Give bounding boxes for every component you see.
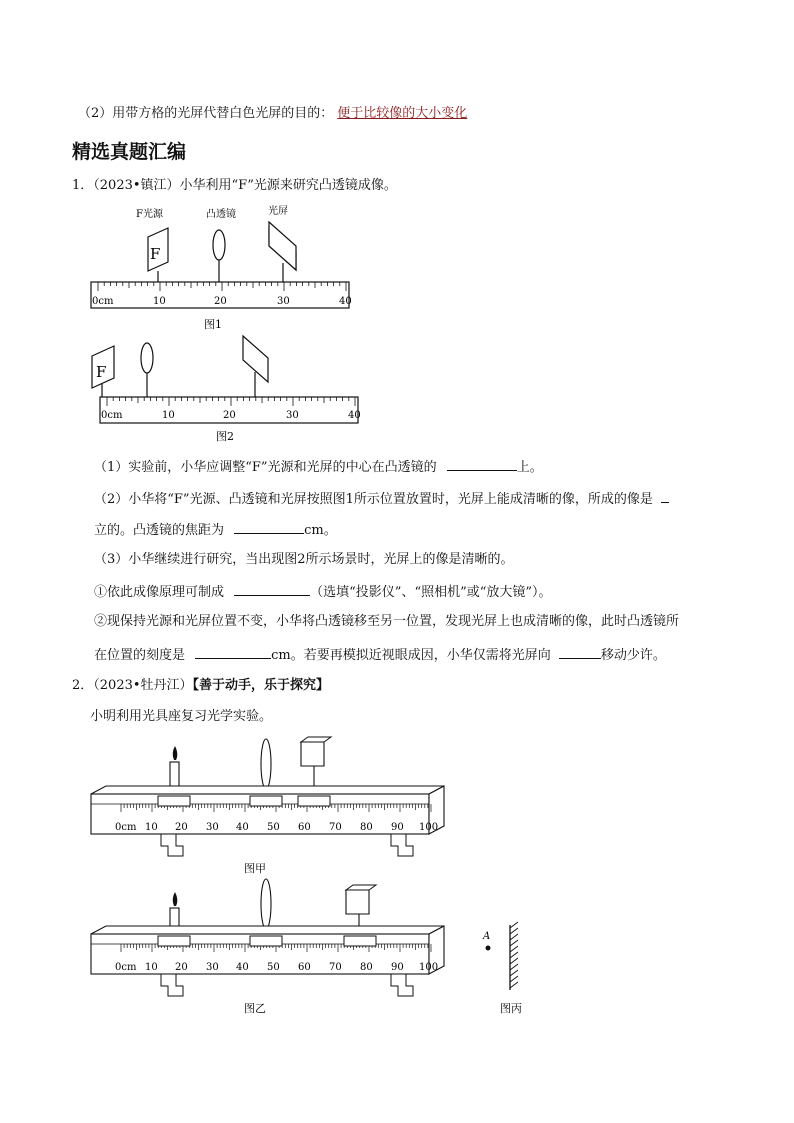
jia-lens <box>261 739 271 789</box>
jia-tick-10: 10 <box>145 822 158 833</box>
fig2-tick-40: 40 <box>348 410 361 421</box>
q1-part2 <box>94 490 669 508</box>
fig2-tick-0: 0cm <box>101 410 123 421</box>
fig1-tick-40: 40 <box>339 296 352 307</box>
q1-part1-after: 上。 <box>516 460 543 475</box>
jia-tick-90: 90 <box>391 822 404 833</box>
q1-part3a-after: （选填“投影仪”、“照相机”或“放大镜”）。 <box>310 585 552 600</box>
q1-part2-blank-a[interactable] <box>661 490 669 503</box>
jia-screen <box>301 742 324 766</box>
q1-part1-text: （1）实验前，小华应调整“F”光源和光屏的中心在凸透镜的 <box>94 460 437 475</box>
carryover-question-prefix: （2）用带方格的光屏代替白色光屏的目的： <box>78 106 334 121</box>
fig2-tick-10: 10 <box>162 410 175 421</box>
q2-intro: 小明利用光具座复习光学实验。 <box>90 709 273 724</box>
figure-2 <box>88 334 368 446</box>
carryover-question <box>78 106 471 122</box>
q1-part3b-line2 <box>94 646 666 664</box>
fig2-tick-20: 20 <box>223 410 236 421</box>
jia-tick-50: 50 <box>267 822 280 833</box>
figure-yi <box>86 874 451 1019</box>
q1-part1 <box>94 458 543 476</box>
q1-part3: （3）小华继续进行研究，当出现图2所示场景时，光屏上的像是清晰的。 <box>94 552 514 567</box>
q1-part2-text: （2）小华将“F”光源、凸透镜和光屏按照图1所示位置放置时，光屏上能成清晰的像，所成的像是 <box>94 492 653 507</box>
fig1-tick-10: 10 <box>153 296 166 307</box>
fig1-tick-20: 20 <box>214 296 227 307</box>
yi-tick-0: 0cm <box>115 962 137 973</box>
section-title: 精选真题汇编 <box>72 141 187 163</box>
yi-tick-30: 30 <box>206 962 219 973</box>
q1-part3b-blank-a[interactable] <box>195 646 271 659</box>
jia-tick-100: 100 <box>419 822 439 833</box>
q1-part2-blank-b[interactable] <box>234 521 304 534</box>
q1-part2-line2 <box>94 521 337 539</box>
fig1-tick-30: 30 <box>277 296 290 307</box>
q1-part3b-mid: cm。若要再模拟近视眼成因，小华仅需将光屏向 <box>271 648 551 663</box>
q1-part2-line2-text: 立的。凸透镜的焦距为 <box>94 523 225 538</box>
yi-tick-20: 20 <box>175 962 188 973</box>
figure-jia <box>86 734 451 879</box>
q2-title-prefix: 2．（2023•牡丹江） <box>72 678 193 693</box>
yi-tick-80: 80 <box>360 962 373 973</box>
fig2-caption: 图2 <box>216 430 234 443</box>
yi-tick-60: 60 <box>298 962 311 973</box>
fig1-screen-label: 光屏 <box>268 206 288 217</box>
yi-tick-90: 90 <box>391 962 404 973</box>
figure-1 <box>88 200 358 335</box>
fig2-f-letter: F <box>96 363 107 381</box>
q1-part2-line2-after: cm。 <box>304 523 337 538</box>
q1-part3b-after: 移动少许。 <box>600 648 666 663</box>
yi-candle-flame <box>173 892 178 906</box>
q1-part3a-blank[interactable] <box>234 583 310 596</box>
yi-tick-70: 70 <box>329 962 342 973</box>
q1-part3a <box>94 583 552 601</box>
q1-part1-blank[interactable] <box>447 458 517 471</box>
jia-tick-70: 70 <box>329 822 342 833</box>
bing-point-label: A <box>483 931 491 942</box>
yi-tick-50: 50 <box>267 962 280 973</box>
q1-part3b-line1: ②现保持光源和光屏位置不变，小华将凸透镜移至另一位置，发现光屏上也成清晰的像，此时凸透镜所 <box>94 614 680 629</box>
jia-tick-20: 20 <box>175 822 188 833</box>
bing-point-a <box>486 946 491 951</box>
yi-tick-100: 100 <box>419 962 439 973</box>
q1-title: 1．（2023•镇江）小华利用“F”光源来研究凸透镜成像。 <box>72 178 397 193</box>
fig1-lens <box>213 230 225 260</box>
bing-caption: 图丙 <box>500 1002 522 1015</box>
fig2-lens <box>141 343 153 373</box>
q2-title <box>72 678 329 694</box>
yi-tick-40: 40 <box>236 962 249 973</box>
fig1-caption: 图1 <box>204 318 222 331</box>
figure-bing <box>478 920 538 1020</box>
fig1-tick-0: 0cm <box>92 296 114 307</box>
carryover-answer: 便于比较像的大小变化 <box>337 106 468 121</box>
fig1-source-label: F光源 <box>136 209 163 220</box>
jia-tick-80: 80 <box>360 822 373 833</box>
jia-tick-40: 40 <box>236 822 249 833</box>
jia-tick-60: 60 <box>298 822 311 833</box>
yi-screen <box>346 890 369 914</box>
jia-caption: 图甲 <box>244 862 266 875</box>
yi-lens <box>261 879 271 929</box>
fig1-lens-label: 凸透镜 <box>206 209 236 220</box>
jia-tick-30: 30 <box>206 822 219 833</box>
q1-part3b-text: 在位置的刻度是 <box>94 648 186 663</box>
jia-candle-flame <box>173 746 178 760</box>
fig2-tick-30: 30 <box>286 410 299 421</box>
q2-title-bold: 【善于动手，乐于探究】 <box>192 678 330 693</box>
q1-part3a-text: ①依此成像原理可制成 <box>94 585 225 600</box>
yi-tick-10: 10 <box>145 962 158 973</box>
q1-part3b-blank-b[interactable] <box>559 646 601 659</box>
fig1-f-letter: F <box>150 245 161 263</box>
jia-tick-0: 0cm <box>115 822 137 833</box>
yi-caption: 图乙 <box>244 1002 266 1015</box>
